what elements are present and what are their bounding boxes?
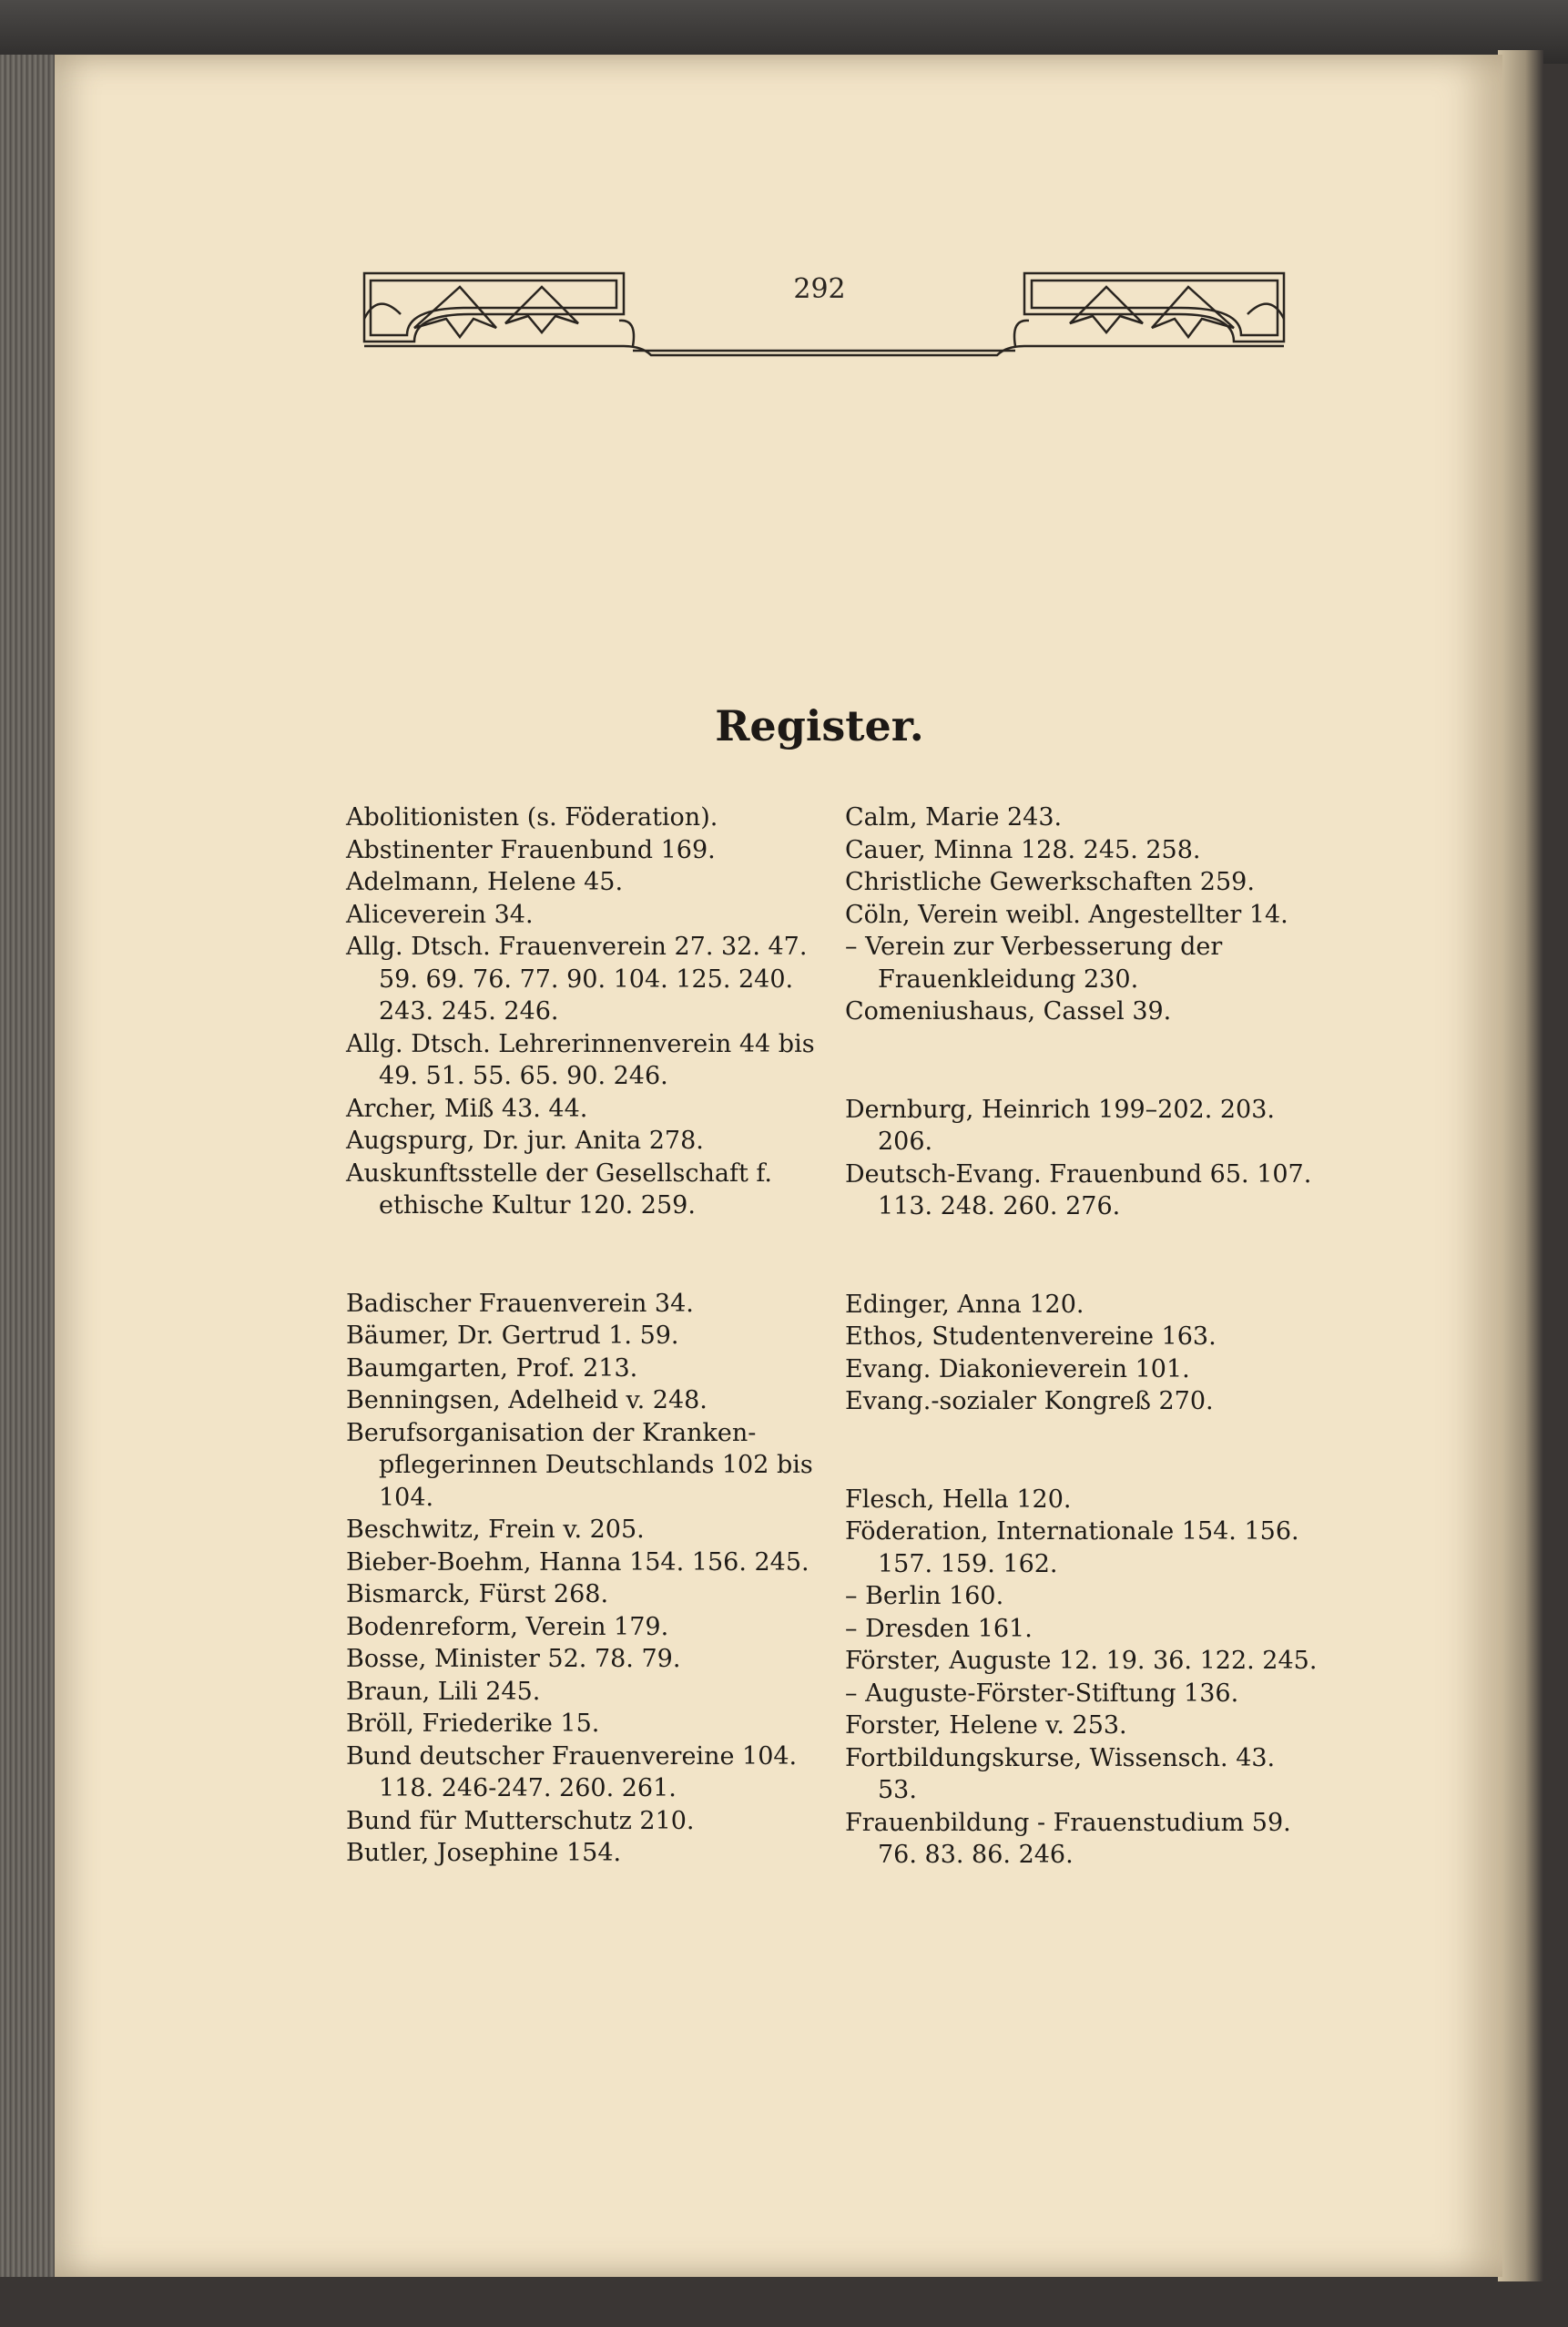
index-entry: Bund deutscher Frauenvereine 104. 118. 246-247. 260. 261. bbox=[346, 1741, 798, 1802]
index-entry: Forster, Helene v. 253. bbox=[845, 1711, 1127, 1740]
index-entry: – Berlin 160. bbox=[845, 1582, 1004, 1610]
index-entry: Bismarck, Fürst 268. bbox=[346, 1580, 609, 1608]
index-group bbox=[845, 1094, 1319, 1223]
index-entry: Evang.-sozialer Kongreß 270. bbox=[845, 1387, 1214, 1415]
index-entry: Cauer, Minna 128. 245. 258. bbox=[845, 835, 1201, 864]
index-entry: Abstinenter Frauenbund 169. bbox=[346, 835, 716, 864]
group-spacer bbox=[845, 1028, 1319, 1094]
index-entry: Augspurg, Dr. jur. Anita 278. bbox=[346, 1127, 704, 1155]
index-entry: Comeniushaus, Cassel 39. bbox=[845, 997, 1172, 1026]
index-entry: Braun, Lili 245. bbox=[346, 1677, 541, 1706]
page-stack-edge bbox=[1498, 50, 1543, 2281]
index-entry: Archer, Miß 43. 44. bbox=[346, 1094, 588, 1123]
group-spacer bbox=[346, 1222, 820, 1288]
index-entry: Adelmann, Helene 45. bbox=[346, 868, 624, 896]
index-group bbox=[346, 801, 820, 1222]
group-spacer bbox=[845, 1418, 1319, 1484]
index-entry: – Auguste-Förster-Stiftung 136. bbox=[845, 1679, 1239, 1708]
index-entry: Cöln, Verein weibl. Angestellter 14. bbox=[845, 900, 1288, 929]
index-group bbox=[346, 1288, 820, 1870]
index-entry: Flesch, Hella 120. bbox=[845, 1485, 1072, 1514]
index-entry: Bund für Mutterschutz 210. bbox=[346, 1806, 695, 1835]
page-title: Register. bbox=[715, 701, 924, 750]
index-entry: Baumgarten, Prof. 213. bbox=[346, 1353, 638, 1383]
index-entry: Bosse, Minister 52. 78. 79. bbox=[346, 1645, 681, 1673]
index-entry: Aliceverein 34. bbox=[346, 900, 534, 929]
index-entry: Bröll, Friederike 15. bbox=[346, 1710, 600, 1738]
index-entry: Frauenbildung - Frauenstudium 59. 76. 83. 86. 246. bbox=[845, 1808, 1291, 1869]
index-entry: Allg. Dtsch. Lehrerinnenverein 44 bis 49. 51. 55. 65. 90. 246. bbox=[346, 1029, 815, 1090]
index-entry: Butler, Josephine 154. bbox=[346, 1839, 622, 1867]
index-entry: Badischer Frauenverein 34. bbox=[346, 1289, 694, 1318]
index-column-left bbox=[346, 801, 820, 1870]
group-spacer bbox=[845, 1223, 1319, 1289]
index-entry: Ethos, Studentenvereine 163. bbox=[845, 1322, 1217, 1351]
index-entry: Allg. Dtsch. Frauenverein 27. 32. 47. 59. 69. 76. 77. 90. 104. 125. 240. 243. 245. 246. bbox=[346, 933, 808, 1026]
index-group bbox=[845, 801, 1319, 1028]
index-column-right bbox=[845, 801, 1319, 1872]
index-entry: – Verein zur Verbesserung der Frauenkleidung 230. bbox=[845, 933, 1223, 994]
page-number: 292 bbox=[793, 273, 846, 305]
index-entry: Christliche Gewerkschaften 259. bbox=[845, 868, 1255, 896]
index-entry: Evang. Diakonieverein 101. bbox=[845, 1354, 1190, 1383]
index-entry: Bieber-Boehm, Hanna 154. 156. 245. bbox=[346, 1547, 809, 1577]
index-entry: Bäumer, Dr. Gertrud 1. 59. bbox=[346, 1322, 679, 1350]
index-entry: Bodenreform, Verein 179. bbox=[346, 1612, 669, 1641]
index-entry: Abolitionisten (s. Föderation). bbox=[346, 803, 718, 832]
index-entry: Fortbildungskurse, Wissensch. 43. 53. bbox=[845, 1743, 1276, 1804]
index-entry: Berufsorganisation der Kranken-pflegerinnen Deutschlands 102 bis 104. bbox=[346, 1418, 813, 1512]
index-entry: Calm, Marie 243. bbox=[845, 803, 1063, 832]
index-entry: Edinger, Anna 120. bbox=[845, 1290, 1084, 1319]
index-entry: – Dresden 161. bbox=[845, 1614, 1033, 1643]
index-entry: Föderation, Internationale 154. 156. 157. 159. 162. bbox=[845, 1517, 1299, 1578]
index-entry: Deutsch-Evang. Frauenbund 65. 107. 113. 248. 260. 276. bbox=[845, 1159, 1312, 1220]
index-entry: Förster, Auguste 12. 19. 36. 122. 245. bbox=[845, 1647, 1318, 1675]
index-entry: Dernburg, Heinrich 199–202. 203. 206. bbox=[845, 1095, 1275, 1156]
index-entry: Beschwitz, Frein v. 205. bbox=[346, 1516, 645, 1544]
index-entry: Benningsen, Adelheid v. 248. bbox=[346, 1386, 708, 1414]
index-entry: Auskunftsstelle der Gesellschaft f. ethische Kultur 120. 259. bbox=[346, 1158, 773, 1220]
index-group bbox=[845, 1484, 1319, 1872]
index-group bbox=[845, 1289, 1319, 1418]
